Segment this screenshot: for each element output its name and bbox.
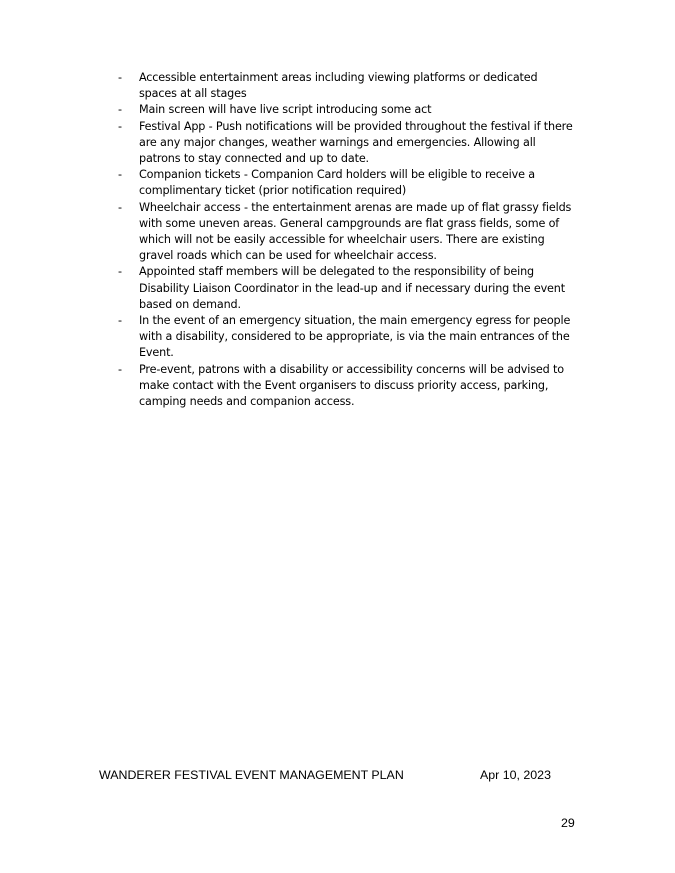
list-item xyxy=(118,119,578,168)
list-item xyxy=(118,167,578,199)
bullet-dash: - xyxy=(118,200,122,214)
list-item xyxy=(118,264,578,313)
page-number: 29 xyxy=(561,816,575,830)
bullet-dash: - xyxy=(118,71,122,84)
footer-date: Apr 10, 2023 xyxy=(480,768,551,782)
bullet-dash: - xyxy=(118,314,122,328)
bullet-dash: - xyxy=(118,362,122,376)
bullet-text: Festival App - Push notifications will be provided throughout the festival if there are any major changes, weather warnings and emergencies. Allowing all patrons to stay connected and up to date. xyxy=(139,119,573,166)
list-item xyxy=(118,102,578,118)
bullet-dash: - xyxy=(118,119,122,133)
bullet-dash: - xyxy=(118,103,122,117)
bullet-dash: - xyxy=(118,265,122,279)
bullet-text: Main screen will have live script introducing some act xyxy=(139,103,432,117)
list-item xyxy=(118,362,578,411)
list-item xyxy=(118,70,578,102)
bullet-text: In the event of an emergency situation, the main emergency egress for people with a disability, considered to be appropriate, is via the main entrances of the Event. xyxy=(139,314,571,360)
bullet-text: Companion tickets - Companion Card holders will be eligible to receive a complimentary ticket (prior notification required) xyxy=(139,168,535,198)
bullet-text: Appointed staff members will be delegated to the responsibility of being Disability Liaison Coordinator in the lead-up and if necessary during the event based on demand. xyxy=(139,265,565,311)
list-item xyxy=(118,313,578,362)
list-item xyxy=(118,200,578,265)
accessibility-bullet-list xyxy=(118,70,578,410)
footer-document-title: WANDERER FESTIVAL EVENT MANAGEMENT PLAN xyxy=(99,768,404,782)
bullet-text: Pre-event, patrons with a disability or accessibility concerns will be advised to make contact with the Event organisers to discuss priority access, parking, camping needs and companion access. xyxy=(139,362,564,409)
bullet-text: Accessible entertainment areas including viewing platforms or dedicated spaces at all stages xyxy=(139,71,538,101)
bullet-text: Wheelchair access - the entertainment arenas are made up of flat grassy fields with some uneven areas. General campgrounds are flat grass fields, some of which will not be easily accessible for wheelchair users. There are existing gravel roads which can be used for wheelchair access. xyxy=(139,200,572,263)
bullet-dash: - xyxy=(118,168,122,182)
